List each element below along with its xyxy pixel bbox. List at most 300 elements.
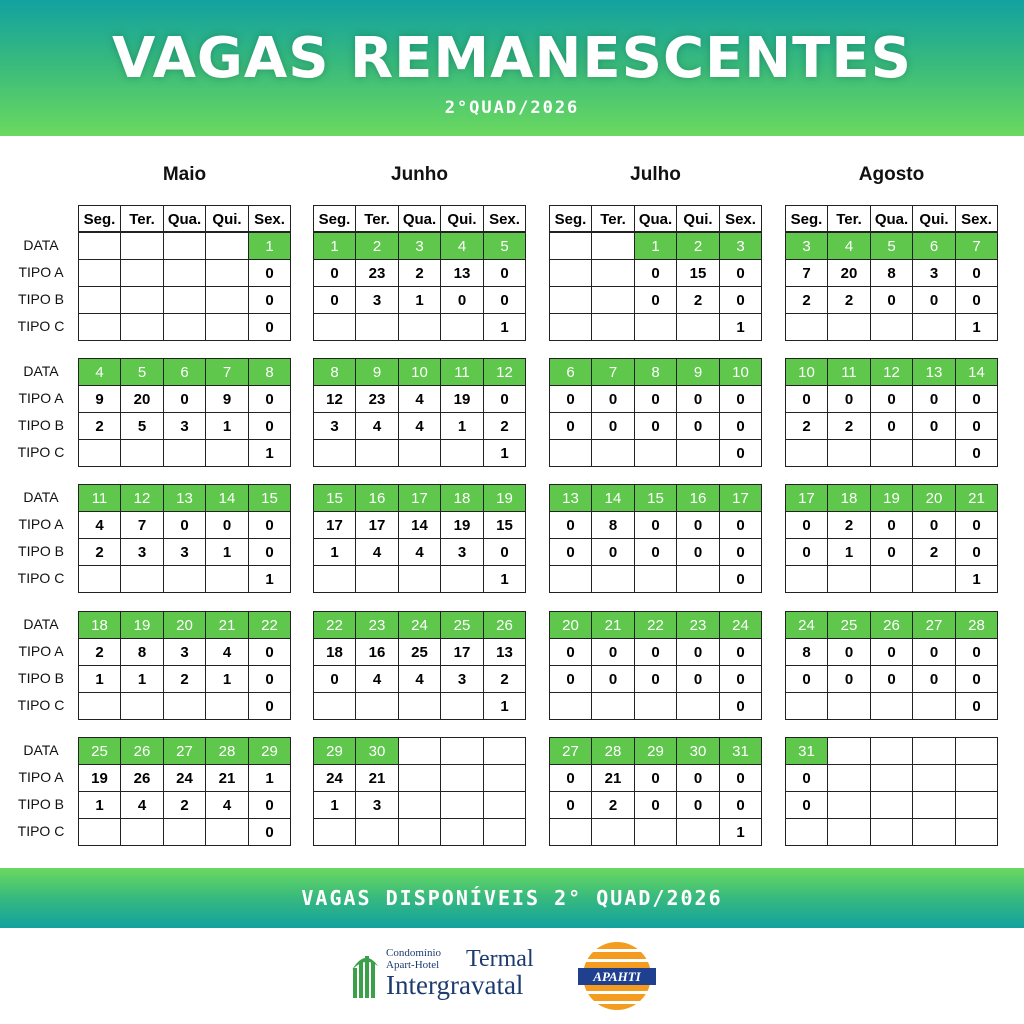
tipo-a-cell: 0 <box>163 385 206 413</box>
date-cell: 15 <box>634 484 677 512</box>
tipo-a-cell <box>870 764 913 792</box>
tipo-a-cell <box>912 764 956 792</box>
tipo-b-cell: 2 <box>912 538 956 566</box>
tipo-c-cell <box>870 439 913 467</box>
tipo-a-cell: 0 <box>827 638 871 666</box>
row-label-tipo-c: TIPO C <box>17 823 65 839</box>
date-cell: 15 <box>313 484 356 512</box>
tipo-a-cell: 0 <box>483 385 526 413</box>
tipo-b-cell <box>870 791 913 819</box>
date-cell: 22 <box>248 611 291 639</box>
tipo-c-cell <box>440 818 484 846</box>
date-cell: 28 <box>955 611 998 639</box>
date-cell: 23 <box>355 611 399 639</box>
tipo-c-cell: 0 <box>719 565 762 593</box>
tipo-c-cell <box>398 313 441 341</box>
weekday-header: Sex. <box>955 205 998 232</box>
tipo-a-cell <box>591 259 635 287</box>
tipo-a-cell: 19 <box>78 764 121 792</box>
tipo-c-cell <box>870 565 913 593</box>
tipo-b-cell: 2 <box>827 286 871 314</box>
tipo-a-cell: 0 <box>591 385 635 413</box>
date-cell: 4 <box>78 358 121 386</box>
tipo-c-cell <box>205 439 249 467</box>
tipo-b-cell: 0 <box>549 791 592 819</box>
date-cell: 17 <box>785 484 828 512</box>
tipo-c-cell <box>785 818 828 846</box>
tipo-b-cell: 3 <box>163 412 206 440</box>
tipo-c-cell <box>163 692 206 720</box>
tipo-c-cell <box>313 818 356 846</box>
tipo-b-cell: 0 <box>719 665 762 693</box>
tipo-c-cell <box>440 439 484 467</box>
row-label-data: DATA <box>23 616 59 632</box>
tipo-b-cell <box>163 286 206 314</box>
weekday-header: Seg. <box>785 205 828 232</box>
tipo-c-cell <box>313 313 356 341</box>
tipo-a-cell: 20 <box>827 259 871 287</box>
tipo-c-cell <box>785 692 828 720</box>
tipo-b-cell: 4 <box>355 538 399 566</box>
tipo-a-cell: 3 <box>912 259 956 287</box>
tipo-a-cell: 0 <box>676 511 720 539</box>
tipo-a-cell: 0 <box>870 638 913 666</box>
tipo-c-cell <box>827 565 871 593</box>
tipo-a-cell: 9 <box>205 385 249 413</box>
tipo-b-cell: 0 <box>719 538 762 566</box>
tipo-c-cell <box>634 565 677 593</box>
tipo-a-cell <box>205 259 249 287</box>
tipo-b-cell: 3 <box>440 538 484 566</box>
tipo-b-cell: 0 <box>676 412 720 440</box>
tipo-b-cell: 1 <box>205 665 249 693</box>
tipo-b-cell <box>912 791 956 819</box>
tipo-c-cell: 0 <box>955 439 998 467</box>
date-cell: 8 <box>248 358 291 386</box>
tipo-a-cell: 8 <box>785 638 828 666</box>
tipo-a-cell: 7 <box>120 511 164 539</box>
date-cell: 21 <box>205 611 249 639</box>
tipo-b-cell: 0 <box>955 286 998 314</box>
tipo-b-cell: 1 <box>398 286 441 314</box>
tipo-a-cell: 0 <box>955 638 998 666</box>
date-cell <box>549 232 592 260</box>
row-label-tipo-a: TIPO A <box>18 643 64 659</box>
date-cell <box>827 737 871 765</box>
tipo-b-cell <box>483 791 526 819</box>
weekday-header: Ter. <box>355 205 399 232</box>
tipo-c-cell <box>355 439 399 467</box>
tipo-b-cell: 3 <box>355 791 399 819</box>
tipo-b-cell: 0 <box>634 538 677 566</box>
palm-leaf-icon <box>350 946 380 998</box>
tipo-b-cell: 0 <box>785 538 828 566</box>
tipo-c-cell <box>785 565 828 593</box>
tipo-c-cell: 0 <box>248 313 291 341</box>
tipo-b-cell: 0 <box>870 538 913 566</box>
date-cell: 26 <box>120 737 164 765</box>
tipo-a-cell: 0 <box>634 259 677 287</box>
tipo-c-cell <box>313 692 356 720</box>
tipo-b-cell: 0 <box>634 412 677 440</box>
tipo-a-cell: 0 <box>313 259 356 287</box>
date-cell: 3 <box>785 232 828 260</box>
date-cell <box>912 737 956 765</box>
weekday-header: Ter. <box>120 205 164 232</box>
tipo-b-cell <box>440 791 484 819</box>
tipo-a-cell <box>120 259 164 287</box>
date-cell: 7 <box>591 358 635 386</box>
weekday-header: Qua. <box>163 205 206 232</box>
tipo-c-cell <box>120 818 164 846</box>
tipo-a-cell: 0 <box>549 511 592 539</box>
tipo-a-cell: 15 <box>676 259 720 287</box>
date-cell: 1 <box>634 232 677 260</box>
date-cell: 6 <box>549 358 592 386</box>
date-cell: 19 <box>870 484 913 512</box>
tipo-c-cell <box>591 439 635 467</box>
tipo-c-cell <box>549 565 592 593</box>
tipo-c-cell <box>870 313 913 341</box>
date-cell: 20 <box>549 611 592 639</box>
date-cell: 15 <box>248 484 291 512</box>
date-cell: 20 <box>912 484 956 512</box>
apahti-logo <box>576 940 658 1012</box>
tipo-c-cell <box>549 818 592 846</box>
tipo-c-cell: 1 <box>719 313 762 341</box>
date-cell: 11 <box>440 358 484 386</box>
tipo-b-cell: 0 <box>591 538 635 566</box>
tipo-a-cell: 19 <box>440 511 484 539</box>
tipo-b-cell: 1 <box>120 665 164 693</box>
row-label-tipo-b: TIPO B <box>18 670 64 686</box>
tipo-c-cell <box>591 313 635 341</box>
tipo-c-cell <box>78 692 121 720</box>
weekday-header: Sex. <box>248 205 291 232</box>
row-label-tipo-b: TIPO B <box>18 417 64 433</box>
tipo-c-cell <box>78 818 121 846</box>
date-cell <box>440 737 484 765</box>
tipo-b-cell: 0 <box>676 791 720 819</box>
tipo-b-cell: 0 <box>634 665 677 693</box>
tipo-c-cell <box>398 818 441 846</box>
tipo-a-cell: 18 <box>313 638 356 666</box>
tipo-a-cell <box>163 259 206 287</box>
tipo-c-cell <box>634 692 677 720</box>
tipo-b-cell: 4 <box>355 412 399 440</box>
date-cell <box>483 737 526 765</box>
tipo-a-cell: 4 <box>205 638 249 666</box>
tipo-a-cell: 0 <box>248 638 291 666</box>
date-cell: 25 <box>440 611 484 639</box>
tipo-c-cell <box>205 818 249 846</box>
tipo-c-cell <box>912 439 956 467</box>
tipo-b-cell: 2 <box>483 412 526 440</box>
tipo-c-cell <box>549 692 592 720</box>
tipo-c-cell <box>827 818 871 846</box>
tipo-a-cell: 24 <box>313 764 356 792</box>
date-cell: 16 <box>676 484 720 512</box>
weekday-header: Qua. <box>398 205 441 232</box>
weekday-header: Seg. <box>549 205 592 232</box>
tipo-b-cell: 2 <box>483 665 526 693</box>
date-cell: 10 <box>785 358 828 386</box>
weekday-header: Seg. <box>78 205 121 232</box>
tipo-a-cell <box>78 259 121 287</box>
tipo-a-cell <box>398 764 441 792</box>
page-subtitle: 2°QUAD/2026 <box>444 98 580 118</box>
tipo-b-cell: 0 <box>719 286 762 314</box>
tipo-c-cell <box>398 692 441 720</box>
date-cell: 1 <box>313 232 356 260</box>
tipo-c-cell <box>398 439 441 467</box>
tipo-a-cell: 2 <box>827 511 871 539</box>
tipo-b-cell: 2 <box>785 286 828 314</box>
tipo-b-cell: 0 <box>549 665 592 693</box>
tipo-c-cell: 1 <box>248 565 291 593</box>
date-cell: 21 <box>591 611 635 639</box>
tipo-b-cell: 1 <box>78 791 121 819</box>
tipo-b-cell: 3 <box>120 538 164 566</box>
tipo-c-cell <box>483 818 526 846</box>
date-cell: 5 <box>483 232 526 260</box>
tipo-c-cell <box>591 818 635 846</box>
date-cell: 2 <box>355 232 399 260</box>
tipo-b-cell: 0 <box>248 286 291 314</box>
tipo-b-cell: 0 <box>676 538 720 566</box>
tipo-a-cell: 26 <box>120 764 164 792</box>
tipo-b-cell <box>591 286 635 314</box>
date-cell <box>163 232 206 260</box>
date-cell: 8 <box>313 358 356 386</box>
date-cell: 13 <box>163 484 206 512</box>
tipo-b-cell: 0 <box>549 412 592 440</box>
tipo-c-cell <box>785 439 828 467</box>
tipo-b-cell: 1 <box>78 665 121 693</box>
tipo-c-cell <box>78 565 121 593</box>
date-cell: 5 <box>120 358 164 386</box>
row-label-data: DATA <box>23 742 59 758</box>
tipo-b-cell: 2 <box>676 286 720 314</box>
tipo-b-cell: 0 <box>870 412 913 440</box>
tipo-c-cell <box>676 692 720 720</box>
tipo-a-cell: 0 <box>827 385 871 413</box>
row-label-tipo-c: TIPO C <box>17 697 65 713</box>
tipo-b-cell: 2 <box>78 538 121 566</box>
date-cell: 3 <box>719 232 762 260</box>
weekday-header: Ter. <box>827 205 871 232</box>
tipo-b-cell: 4 <box>398 412 441 440</box>
tipo-a-cell: 0 <box>676 764 720 792</box>
tipo-a-cell: 12 <box>313 385 356 413</box>
tipo-a-cell <box>549 259 592 287</box>
tipo-b-cell <box>120 286 164 314</box>
tipo-c-cell <box>912 313 956 341</box>
tipo-a-cell: 21 <box>355 764 399 792</box>
tipo-a-cell: 8 <box>591 511 635 539</box>
tipo-c-cell: 0 <box>955 692 998 720</box>
date-cell: 13 <box>549 484 592 512</box>
date-cell: 25 <box>78 737 121 765</box>
tipo-a-cell: 0 <box>912 385 956 413</box>
date-cell: 1 <box>248 232 291 260</box>
tipo-a-cell: 0 <box>719 511 762 539</box>
date-cell: 25 <box>827 611 871 639</box>
tipo-a-cell: 24 <box>163 764 206 792</box>
tipo-c-cell <box>676 565 720 593</box>
tipo-b-cell: 5 <box>120 412 164 440</box>
tipo-b-cell: 0 <box>313 286 356 314</box>
tipo-c-cell <box>163 818 206 846</box>
tipo-b-cell: 2 <box>78 412 121 440</box>
footer-banner <box>0 868 1024 928</box>
tipo-c-cell: 1 <box>483 565 526 593</box>
header-banner <box>0 0 1024 136</box>
tipo-b-cell: 0 <box>785 665 828 693</box>
tipo-b-cell: 0 <box>676 665 720 693</box>
tipo-b-cell <box>205 286 249 314</box>
date-cell: 20 <box>163 611 206 639</box>
apahti-logo-text: APAHTI <box>593 969 641 984</box>
tipo-a-cell: 0 <box>785 385 828 413</box>
tipo-c-cell <box>355 692 399 720</box>
date-cell: 9 <box>676 358 720 386</box>
tipo-a-cell: 17 <box>440 638 484 666</box>
weekday-header: Sex. <box>719 205 762 232</box>
tipo-c-cell: 1 <box>248 439 291 467</box>
tipo-c-cell: 1 <box>719 818 762 846</box>
page-title: VAGAS REMANESCENTES <box>112 26 912 91</box>
row-label-tipo-b: TIPO B <box>18 796 64 812</box>
tipo-a-cell: 0 <box>634 385 677 413</box>
date-cell: 24 <box>785 611 828 639</box>
date-cell: 14 <box>205 484 249 512</box>
row-label-tipo-c: TIPO C <box>17 444 65 460</box>
date-cell: 7 <box>955 232 998 260</box>
date-cell: 16 <box>355 484 399 512</box>
tipo-a-cell: 0 <box>483 259 526 287</box>
tipo-a-cell: 0 <box>912 511 956 539</box>
date-cell <box>870 737 913 765</box>
weekday-header: Seg. <box>313 205 356 232</box>
tipo-a-cell: 0 <box>676 385 720 413</box>
tipo-a-cell: 4 <box>78 511 121 539</box>
tipo-a-cell: 0 <box>719 764 762 792</box>
weekday-header: Qua. <box>634 205 677 232</box>
tipo-a-cell <box>483 764 526 792</box>
date-cell: 5 <box>870 232 913 260</box>
tipo-b-cell: 4 <box>205 791 249 819</box>
tipo-b-cell: 3 <box>163 538 206 566</box>
tipo-b-cell: 1 <box>205 538 249 566</box>
date-cell: 7 <box>205 358 249 386</box>
tipo-a-cell: 8 <box>870 259 913 287</box>
date-cell: 26 <box>483 611 526 639</box>
date-cell: 11 <box>827 358 871 386</box>
tipo-c-cell <box>549 313 592 341</box>
tipo-a-cell: 17 <box>313 511 356 539</box>
tipo-b-cell: 0 <box>440 286 484 314</box>
weekday-header: Qua. <box>870 205 913 232</box>
tipo-a-cell: 9 <box>78 385 121 413</box>
tipo-a-cell: 0 <box>785 764 828 792</box>
tipo-a-cell: 2 <box>398 259 441 287</box>
tipo-b-cell: 0 <box>719 412 762 440</box>
date-cell <box>398 737 441 765</box>
tipo-b-cell: 4 <box>355 665 399 693</box>
date-cell: 10 <box>719 358 762 386</box>
date-cell <box>205 232 249 260</box>
tipo-a-cell: 0 <box>549 638 592 666</box>
row-label-tipo-c: TIPO C <box>17 318 65 334</box>
row-label-tipo-a: TIPO A <box>18 390 64 406</box>
date-cell: 14 <box>955 358 998 386</box>
logo-text-intergravatal: Intergravatal <box>386 970 524 1000</box>
logo-text-condominio: Condomínio <box>386 947 442 959</box>
date-cell: 19 <box>483 484 526 512</box>
tipo-b-cell <box>549 286 592 314</box>
date-cell: 24 <box>398 611 441 639</box>
tipo-a-cell: 0 <box>719 638 762 666</box>
tipo-a-cell: 0 <box>870 385 913 413</box>
tipo-b-cell: 2 <box>785 412 828 440</box>
tipo-c-cell <box>634 818 677 846</box>
tipo-c-cell <box>827 313 871 341</box>
tipo-c-cell <box>205 692 249 720</box>
date-cell: 9 <box>355 358 399 386</box>
tipo-c-cell <box>120 565 164 593</box>
tipo-a-cell: 0 <box>163 511 206 539</box>
date-cell: 17 <box>719 484 762 512</box>
tipo-c-cell <box>912 818 956 846</box>
tipo-a-cell: 0 <box>955 385 998 413</box>
date-cell: 13 <box>912 358 956 386</box>
tipo-a-cell: 3 <box>163 638 206 666</box>
tipo-a-cell: 0 <box>248 511 291 539</box>
tipo-b-cell: 2 <box>591 791 635 819</box>
tipo-a-cell: 0 <box>955 259 998 287</box>
row-label-tipo-a: TIPO A <box>18 516 64 532</box>
date-cell: 31 <box>785 737 828 765</box>
tipo-a-cell: 0 <box>634 638 677 666</box>
tipo-a-cell <box>827 764 871 792</box>
month-title: Agosto <box>858 164 925 185</box>
date-cell <box>591 232 635 260</box>
tipo-c-cell <box>355 565 399 593</box>
tipo-a-cell: 21 <box>591 764 635 792</box>
date-cell: 11 <box>78 484 121 512</box>
tipo-c-cell: 0 <box>248 692 291 720</box>
tipo-c-cell <box>313 439 356 467</box>
row-label-data: DATA <box>23 489 59 505</box>
tipo-b-cell <box>955 791 998 819</box>
date-cell: 19 <box>120 611 164 639</box>
date-cell: 18 <box>440 484 484 512</box>
tipo-a-cell: 23 <box>355 259 399 287</box>
date-cell: 23 <box>676 611 720 639</box>
tipo-b-cell: 0 <box>955 665 998 693</box>
tipo-b-cell: 0 <box>313 665 356 693</box>
date-cell: 29 <box>634 737 677 765</box>
tipo-a-cell: 0 <box>719 259 762 287</box>
month-title: Junho <box>391 164 448 185</box>
tipo-b-cell: 4 <box>120 791 164 819</box>
tipo-b-cell: 0 <box>483 286 526 314</box>
tipo-b-cell: 0 <box>827 665 871 693</box>
tipo-b-cell: 4 <box>398 538 441 566</box>
date-cell: 12 <box>120 484 164 512</box>
row-label-tipo-a: TIPO A <box>18 264 64 280</box>
